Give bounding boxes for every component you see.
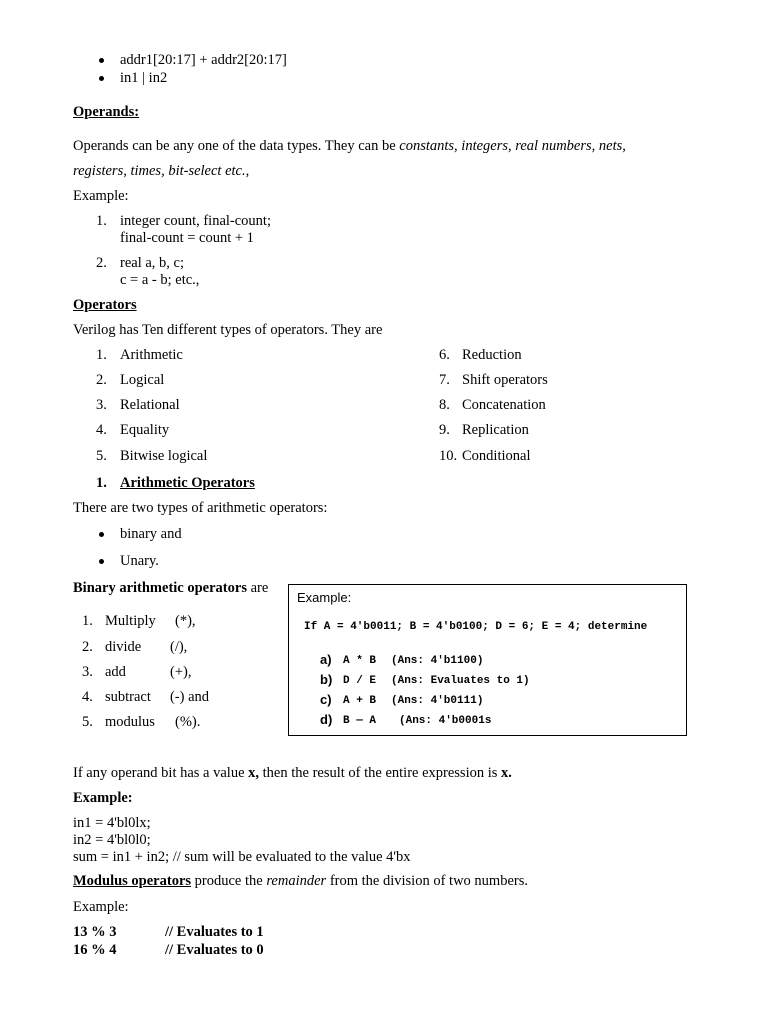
example-row-expr: A + B [343,695,377,707]
modulus-comment: // Evaluates to 0 [165,942,264,958]
modulus-comment: // Evaluates to 1 [165,924,264,940]
operands-paragraph-text: Operands can be any one of the data types. They can be [73,138,400,154]
example-row-letter: b) [320,672,333,687]
example-row-answer: (Ans: Evaluates to 1) [391,675,530,687]
code-line: in2 = 4'bl0l0; [73,832,151,848]
list-item: Reduction [462,347,522,363]
operands-paragraph-line1 [73,138,626,155]
example-label: Example: [73,188,129,204]
modulus-expr: 16 % 4 [73,942,117,958]
code-line: in1 = 4'bl0lx; [73,815,151,831]
list-item: Unary. [120,553,159,569]
list-number: 10. [439,448,458,464]
x-value-bold: x, [248,765,260,781]
list-item: Conditional [462,448,531,464]
operator-name: subtract [105,689,151,705]
operators-intro: Verilog has Ten different types of operators. They are [73,322,383,338]
binary-operators-bold: Binary arithmetic operators [73,580,247,596]
example-box-title: Example: [297,590,352,605]
list-number: 3. [82,664,93,680]
list-number: 1. [82,613,93,629]
list-item: Bitwise logical [120,448,208,464]
remainder-italic: remainder [266,873,327,889]
modulus-text: produce the [191,873,267,889]
list-item: Logical [120,372,165,388]
list-item: addr1[20:17] + addr2[20:17] [120,52,287,68]
example-row-letter: a) [320,652,332,667]
list-number: 6. [439,347,450,363]
modulus-operators-term: Modulus operators [73,873,192,889]
list-number: 2. [82,639,93,655]
operator-symbol: (+), [170,664,192,680]
operands-types-italic: constants, integers, real numbers, nets, [399,138,626,154]
operands-paragraph-line2: registers, times, bit-select etc., [73,163,250,179]
list-item: Replication [462,422,529,438]
example-row-letter: c) [320,692,332,707]
list-number: 1. [96,475,107,491]
operator-symbol: (*), [175,613,196,629]
example-row-answer: (Ans: 4'b0001s [399,715,492,727]
list-number: 2. [96,255,107,271]
list-number: 5. [96,448,107,464]
bullet-dot [99,559,104,564]
list-item: real a, b, c; [120,255,185,271]
example-row-answer: (Ans: 4'b0111) [391,695,484,707]
example-row-expr: D / E [343,675,377,687]
list-item: binary and [120,526,182,542]
list-item: Concatenation [462,397,546,413]
modulus-expr: 13 % 3 [73,924,117,940]
binary-operators-rest: are [246,580,269,596]
example-row-letter: d) [320,712,333,727]
list-number: 8. [439,397,450,413]
binary-operators-intro [73,580,268,597]
list-item: Shift operators [462,372,548,388]
list-number: 1. [96,347,107,363]
example-heading: Example: [73,790,133,806]
example-row-answer: (Ans: 4'b1100) [391,655,484,667]
list-number: 5. [82,714,93,730]
list-number: 7. [439,372,450,388]
list-number: 1. [96,213,107,229]
arithmetic-operators-heading: Arithmetic Operators [120,475,255,491]
example-box-statement: If A = 4'b0011; B = 4'b0100; D = 6; E = 4; determine [304,621,648,633]
list-number: 4. [82,689,93,705]
operator-name: modulus [105,714,155,730]
x-rule-text: then the result of the entire expression is [259,765,502,781]
bullet-dot [99,532,104,537]
x-rule-text: If any operand bit has a value [73,765,249,781]
example-box [288,584,687,736]
operator-symbol: (-) and [170,689,210,705]
list-item: in1 | in2 [120,70,168,86]
list-number: 9. [439,422,450,438]
list-item: Equality [120,422,170,438]
modulus-sentence [73,873,528,890]
bullet-dot [99,58,104,63]
list-item: Arithmetic [120,347,183,363]
x-rule-sentence [73,765,512,782]
example-row-expr: A * B [343,655,377,667]
list-number: 3. [96,397,107,413]
example-label: Example: [73,899,129,915]
operands-heading: Operands: [73,104,140,120]
x-value-bold: x. [501,765,512,781]
operators-heading: Operators [73,297,137,313]
list-item: c = a - b; etc., [120,272,200,288]
operator-name: add [105,664,126,680]
operator-symbol: (%). [175,714,201,730]
list-item: final-count = count + 1 [120,230,254,246]
list-number: 2. [96,372,107,388]
arithmetic-intro: There are two types of arithmetic operators: [73,500,328,516]
code-line: sum = in1 + in2; // sum will be evaluated to the value 4'bx [73,849,411,865]
operator-name: Multiply [105,613,156,629]
modulus-text: from the division of two numbers. [326,873,528,889]
example-row-expr: B — A [343,715,377,727]
operator-name: divide [105,639,142,655]
operator-symbol: (/), [170,639,188,655]
list-item: integer count, final-count; [120,213,271,229]
list-item: Relational [120,397,180,413]
list-number: 4. [96,422,107,438]
bullet-dot [99,76,104,81]
